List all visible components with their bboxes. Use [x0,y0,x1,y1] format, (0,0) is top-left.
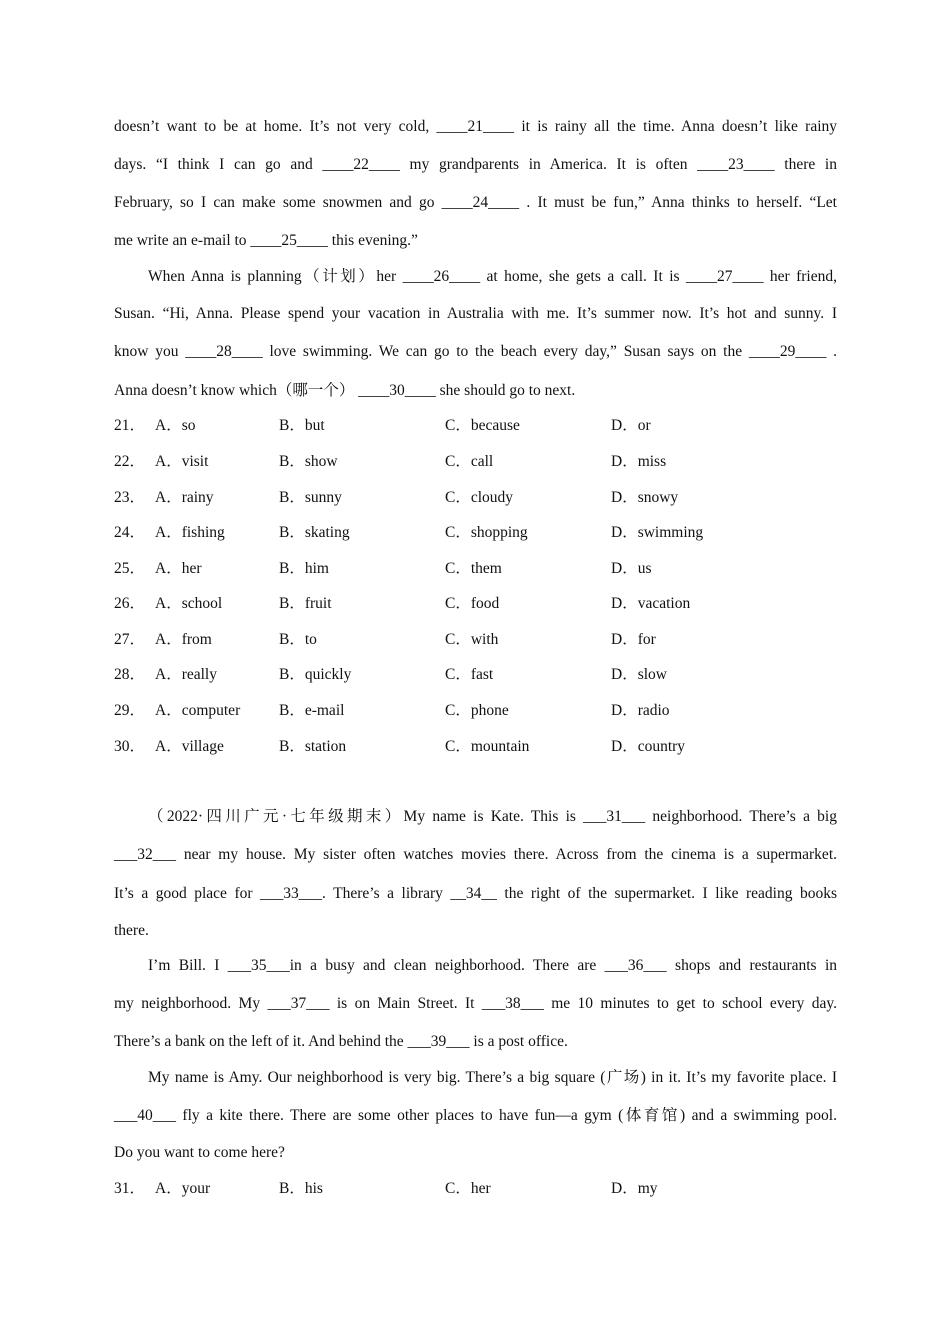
question-row [114,1179,837,1199]
option-d[interactable]: D．snowy [611,489,679,506]
question-row [114,559,837,579]
passage-line: Do you want to come here? [114,1144,285,1161]
option-d[interactable]: D．us [611,560,652,577]
question-number: 22． [114,453,146,470]
question-row [114,630,837,650]
option-b[interactable]: B．but [279,417,325,434]
option-a[interactable]: A．really [155,666,217,683]
option-a[interactable]: A．from [155,631,212,648]
option-b[interactable]: B．his [279,1180,323,1197]
option-c[interactable]: C．food [445,595,500,612]
option-b[interactable]: B．him [279,560,329,577]
question-number: 29． [114,702,146,719]
option-b[interactable]: B．quickly [279,666,352,683]
option-a[interactable]: A．fishing [155,524,225,541]
passage-line: Susan. “Hi, Anna. Please spend your vacation in Australia with me. It’s summer now. It’s hot and sunny. I [114,305,837,322]
option-a[interactable]: A．village [155,738,224,755]
option-b[interactable]: B．to [279,631,317,648]
option-a[interactable]: A．rainy [155,489,214,506]
option-c[interactable]: C．because [445,417,520,434]
option-d[interactable]: D．my [611,1180,658,1197]
passage-line: There’s a bank on the left of it. And behind the ___39___ is a post office. [114,1033,568,1050]
option-d[interactable]: D．vacation [611,595,691,612]
passage-line: doesn’t want to be at home. It’s not very cold, ____21____ it is rainy all the time. Anna doesn’t like rainy [114,118,837,135]
option-b[interactable]: B．show [279,453,338,470]
question-row [114,488,837,508]
question-number: 26． [114,595,146,612]
option-c[interactable]: C．her [445,1180,491,1197]
option-b[interactable]: B．e-mail [279,702,345,719]
option-d[interactable]: D．or [611,417,651,434]
option-a[interactable]: A．computer [155,702,241,719]
question-row [114,665,837,685]
option-a[interactable]: A．visit [155,453,209,470]
option-c[interactable]: C．with [445,631,499,648]
option-a[interactable]: A．so [155,417,196,434]
question-number: 25． [114,560,146,577]
option-d[interactable]: D．swimming [611,524,704,541]
question-number: 30． [114,738,146,755]
option-c[interactable]: C．shopping [445,524,528,541]
passage-line: My name is Amy. Our neighborhood is very big. There’s a big square (广场) in it. It’s my favorite place. I [148,1069,837,1086]
question-row [114,737,837,757]
option-c[interactable]: C．them [445,560,502,577]
option-c[interactable]: C．phone [445,702,509,719]
option-c[interactable]: C．call [445,453,494,470]
question-number: 31． [114,1180,146,1197]
option-c[interactable]: C．mountain [445,738,530,755]
question-number: 24． [114,524,146,541]
option-b[interactable]: B．sunny [279,489,342,506]
passage-line: me write an e-mail to ____25____ this evening.” [114,232,418,249]
option-c[interactable]: C．fast [445,666,494,683]
question-row [114,452,837,472]
question-number: 23． [114,489,146,506]
question-number: 28． [114,666,146,683]
option-b[interactable]: B．fruit [279,595,332,612]
option-a[interactable]: A．her [155,560,202,577]
option-b[interactable]: B．skating [279,524,350,541]
passage-line: I’m Bill. I ___35___in a busy and clean neighborhood. There are ___36___ shops and restaurants in [148,957,837,974]
passage-line: days. “I think I can go and ____22____ my grandparents in America. It is often ____23____ there in [114,156,837,173]
option-d[interactable]: D．radio [611,702,670,719]
option-d[interactable]: D．slow [611,666,667,683]
passage-line: It’s a good place for ___33___. There’s a library __34__ the right of the supermarket. I like reading books [114,885,837,902]
question-row [114,701,837,721]
question-row [114,416,837,436]
passage-line: ___32___ near my house. My sister often watches movies there. Across from the cinema is a supermarket. [114,846,837,863]
option-d[interactable]: D．country [611,738,686,755]
passage-line: ___40___ fly a kite there. There are some other places to have fun—a gym (体育馆) and a swimming pool. [114,1107,837,1124]
option-c[interactable]: C．cloudy [445,489,514,506]
question-number: 21． [114,417,146,434]
passage-line: Anna doesn’t know which（哪一个） ____30____ she should go to next. [114,382,576,399]
option-d[interactable]: D．miss [611,453,667,470]
passage-line: know you ____28____ love swimming. We can go to the beach every day,” Susan says on the ____29____ . [114,343,837,360]
option-a[interactable]: A．school [155,595,223,612]
question-number: 27． [114,631,146,648]
passage-line: there. [114,922,149,939]
passage-line: February, so I can make some snowmen and go ____24____ . It must be fun,” Anna thinks to herself. “Let [114,194,837,211]
passage-line: my neighborhood. My ___37___ is on Main Street. It ___38___ me 10 minutes to get to school every day. [114,995,837,1012]
question-row [114,523,837,543]
passage-line: （2022·四川广元·七年级期末）My name is Kate. This is ___31___ neighborhood. There’s a big [148,808,837,825]
passage-line: When Anna is planning（计划）her ____26____ at home, she gets a call. It is ____27____ her friend, [148,268,837,285]
option-d[interactable]: D．for [611,631,656,648]
option-b[interactable]: B．station [279,738,347,755]
question-row [114,594,837,614]
option-a[interactable]: A．your [155,1180,211,1197]
